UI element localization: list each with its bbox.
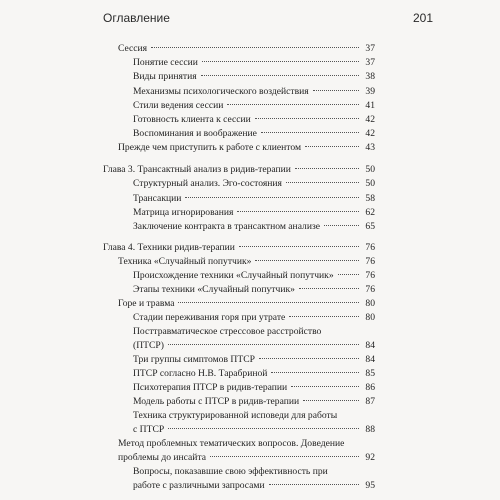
toc-entry[interactable]: Матрица игнорирования 62 — [133, 207, 375, 218]
toc-entry[interactable]: ПТСР согласно Н.В. Тарабриной 85 — [133, 368, 375, 379]
toc-entry[interactable]: проблемы до инсайта 92 — [118, 452, 375, 463]
toc-entry-line: Техника структурированной исповеди для работы — [133, 410, 338, 421]
toc-entry[interactable]: Психотерапия ПТСР в ридив-терапии 86 — [133, 382, 375, 393]
running-title: Оглавление — [103, 11, 170, 25]
toc-chapter[interactable]: Глава 3. Трансактный анализ в ридив-терапии 50 — [103, 164, 375, 175]
toc-entry-line: Метод проблемных тематических вопросов. Доведение — [118, 438, 345, 449]
toc-entry-line: Вопросы, показавшие свою эффективность при — [133, 466, 328, 477]
toc-entry[interactable]: Понятие сессии 37 — [133, 57, 375, 68]
toc-entry[interactable]: с ПТСР 88 — [133, 424, 375, 435]
toc-entry[interactable]: Стадии переживания горя при утрате 80 — [133, 312, 375, 323]
toc-entry[interactable]: Сессия 37 — [118, 43, 375, 54]
toc-entry[interactable]: Заключение контракта в трансактном анализе 65 — [133, 221, 375, 232]
toc-entry[interactable]: Техника «Случайный попутчик» 76 — [118, 256, 375, 267]
toc-entry[interactable]: Структурный анализ. Эго-состояния 50 — [133, 178, 375, 189]
toc-entry[interactable]: работе с различными запросами 95 — [133, 480, 375, 491]
toc-entry[interactable]: Готовность клиента к сессии 42 — [133, 114, 375, 125]
toc-entry[interactable]: Модель работы с ПТСР в ридив-терапии 87 — [133, 396, 375, 407]
toc-entry[interactable]: Горе и травма 80 — [118, 298, 375, 309]
toc-chapter[interactable]: Глава 4. Техники ридив-терапии 76 — [103, 242, 375, 253]
toc-entry[interactable]: Стили ведения сессии 41 — [133, 100, 375, 111]
toc-entry[interactable]: Происхождение техники «Случайный попутчик» 76 — [133, 270, 375, 281]
toc-entry[interactable]: Механизмы психологического воздействия 39 — [133, 86, 375, 97]
page-number: 201 — [412, 11, 433, 25]
toc-entry[interactable]: Виды принятия 38 — [133, 71, 375, 82]
toc-entry[interactable]: Трансакции 58 — [133, 193, 375, 204]
toc-entry[interactable]: Три группы симптомов ПТСР 84 — [133, 354, 375, 365]
toc-entry[interactable]: (ПТСР) 84 — [133, 340, 375, 351]
toc-entry-line: Посттравматическое стрессовое расстройство — [133, 326, 322, 337]
toc-entry[interactable]: Этапы техники «Случайный попутчик» 76 — [133, 284, 375, 295]
toc-entry[interactable]: Прежде чем приступить к работе с клиентом 43 — [118, 142, 375, 153]
toc-entry[interactable]: Воспоминания и воображение 42 — [133, 128, 375, 139]
